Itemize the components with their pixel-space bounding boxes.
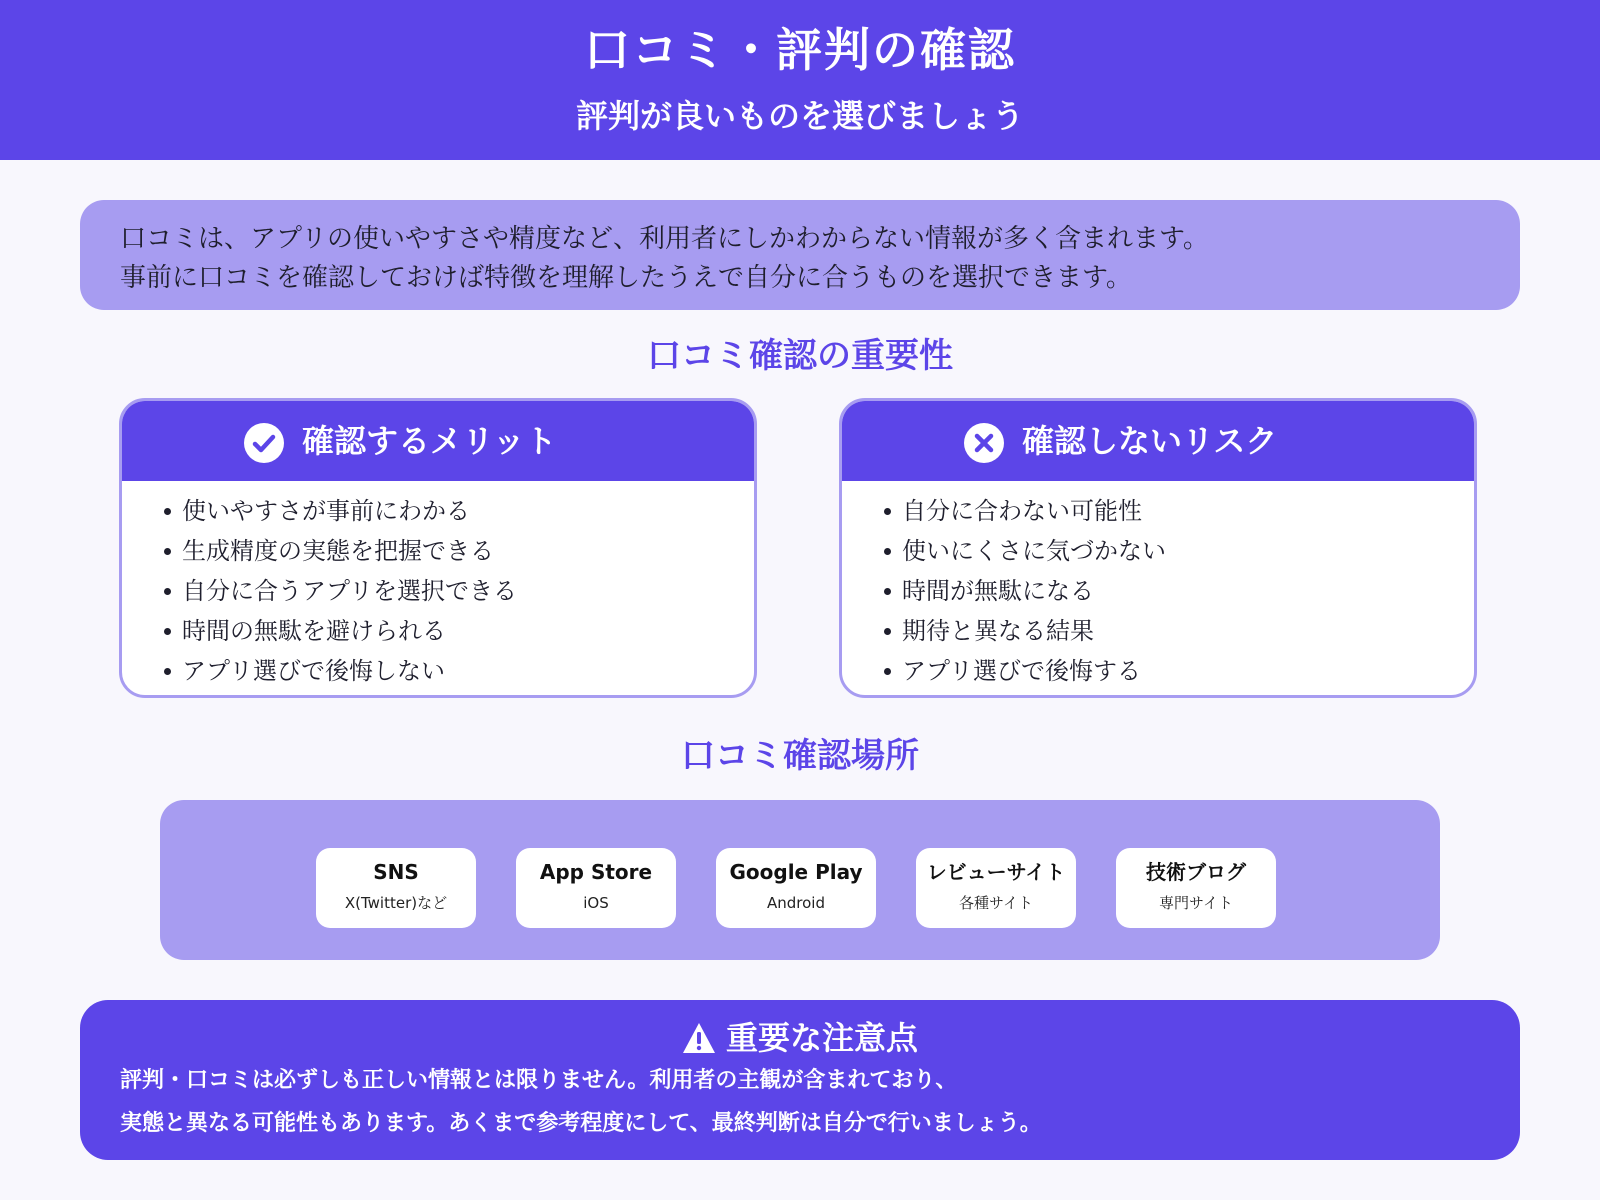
place-description: X(Twitter)など	[344, 894, 448, 912]
page-header	[0, 0, 1600, 160]
risk-card	[839, 398, 1477, 698]
importance-heading: 口コミ確認の重要性	[647, 336, 953, 376]
warning-title: 重要な注意点	[725, 1019, 918, 1057]
place-card-tech-blog	[1116, 848, 1276, 928]
intro-text-line-1: 口コミは、アプリの使いやすさや精度など、利用者にしかわからない情報が多く含まれます。	[120, 224, 1209, 254]
check-circle-icon	[244, 423, 284, 463]
warning-header	[80, 1014, 1520, 1062]
place-name: 技術ブログ	[1146, 860, 1246, 884]
list-item	[162, 571, 517, 611]
merit-item-label: 自分に合うアプリを選択できる	[182, 577, 518, 605]
place-description: Android	[767, 894, 825, 912]
places-heading: 口コミ確認場所	[681, 736, 919, 776]
intro-text-line-2: 事前に口コミを確認しておけば特徴を理解したうえで自分に合うものを選択できます。	[120, 263, 1132, 293]
place-card-sns	[316, 848, 476, 928]
list-item	[162, 611, 517, 651]
bullet-icon	[884, 508, 891, 515]
list-item	[162, 651, 517, 691]
warning-triangle-icon	[682, 1022, 716, 1054]
place-name: App Store	[539, 860, 653, 884]
place-card-google-play	[716, 848, 876, 928]
bullet-icon	[884, 668, 891, 675]
warning-title-group	[682, 1014, 918, 1062]
place-description: iOS	[583, 894, 609, 912]
place-card-review-site	[916, 848, 1076, 928]
merit-card	[119, 398, 757, 698]
list-item	[882, 571, 1166, 611]
merit-item-label: 生成精度の実態を把握できる	[182, 537, 494, 565]
page-subtitle: 評判が良いものを選びましょう	[575, 97, 1024, 135]
place-name: レビューサイト	[926, 860, 1066, 884]
place-description: 各種サイト	[959, 894, 1033, 912]
bullet-icon	[164, 548, 171, 555]
list-item	[162, 531, 517, 571]
merit-item-label: 時間の無駄を避けられる	[182, 617, 446, 645]
list-item	[162, 491, 517, 531]
risk-title: 確認しないリスク	[1022, 422, 1278, 460]
merit-title: 確認するメリット	[302, 422, 557, 460]
warning-text-line-1: 評判・口コミは必ずしも正しい情報とは限りません。利用者の主観が含まれており、	[120, 1068, 958, 1093]
place-card-app-store	[516, 848, 676, 928]
risk-item-label: 使いにくさに気づかない	[902, 537, 1166, 565]
page-title: 口コミ・評判の確認	[584, 23, 1016, 77]
risk-card-header	[842, 401, 1474, 481]
bullet-icon	[884, 628, 891, 635]
bullet-icon	[884, 588, 891, 595]
bullet-icon	[164, 588, 171, 595]
warning-box	[80, 1000, 1520, 1160]
bullet-icon	[164, 628, 171, 635]
bullet-icon	[164, 508, 171, 515]
place-name: SNS	[373, 860, 419, 884]
place-name: Google Play	[729, 860, 863, 884]
risk-item-label: アプリ選びで後悔する	[902, 657, 1142, 685]
list-item	[882, 611, 1166, 651]
intro-box	[80, 200, 1520, 310]
place-description: 専門サイト	[1159, 894, 1233, 912]
x-circle-icon	[964, 423, 1004, 463]
bullet-icon	[884, 548, 891, 555]
risk-list	[882, 491, 1166, 691]
merit-card-header	[122, 401, 754, 481]
list-item	[882, 491, 1166, 531]
list-item	[882, 651, 1166, 691]
risk-item-label: 期待と異なる結果	[902, 617, 1094, 645]
risk-item-label: 自分に合わない可能性	[902, 497, 1142, 525]
risk-item-label: 時間が無駄になる	[902, 577, 1094, 605]
merit-list	[162, 491, 517, 691]
merit-item-label: 使いやすさが事前にわかる	[182, 497, 470, 525]
bullet-icon	[164, 668, 171, 675]
warning-text-line-2: 実態と異なる可能性もあります。あくまで参考程度にして、最終判断は自分で行いましょう。	[120, 1111, 1042, 1136]
places-panel	[160, 800, 1440, 960]
merit-item-label: アプリ選びで後悔しない	[182, 657, 446, 685]
list-item	[882, 531, 1166, 571]
